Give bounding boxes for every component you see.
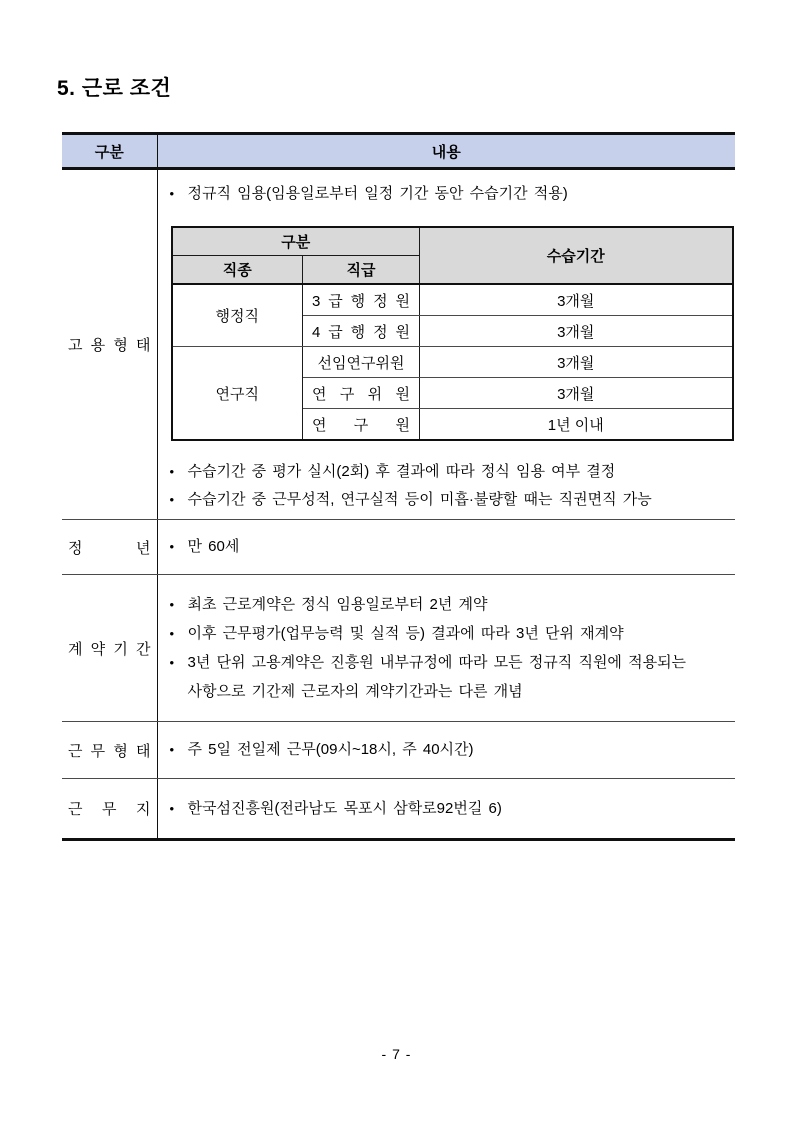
work-conditions-table (62, 132, 735, 841)
bullet-text: 정규직 임용(임용일로부터 일정 기간 동안 수습기간 적용) (187, 185, 568, 202)
cell-employment-content (157, 169, 735, 520)
grade-cell: 선임연구위원 (303, 347, 420, 378)
header-cell-category: 구분 (62, 134, 157, 169)
bullet-icon: • (169, 742, 175, 757)
row-label-retirement-age: 정 년 (62, 520, 157, 575)
grade-cell: 연 구 원 (303, 409, 420, 441)
row-label-work-place: 근 무 지 (62, 779, 157, 840)
grade-cell: 4 급 행 정 원 (303, 316, 420, 347)
row-label-contract-period: 계 약 기 간 (62, 575, 157, 722)
row-retirement-age (62, 520, 735, 575)
period-cell: 3개월 (420, 347, 733, 378)
row-label-work-type: 근 무 형 태 (62, 722, 157, 779)
row-contract-period (62, 575, 735, 722)
bullet-item (170, 648, 728, 706)
grade-cell: 연 구 위 원 (303, 378, 420, 409)
probation-header-row-1 (172, 227, 733, 256)
bullet-icon: • (169, 492, 175, 507)
bullet-item (170, 795, 728, 823)
bullet-text: 이후 근무평가(업무능력 및 실적 등) 결과에 따라 3년 단위 재계약 (187, 625, 624, 642)
row-label-employment-type: 고 용 형 태 (62, 169, 157, 520)
bullet-item (170, 619, 728, 648)
section-title: 5. 근로 조건 (57, 77, 172, 100)
table-header-row (62, 134, 735, 169)
bullet-item (170, 736, 728, 764)
bullet-icon: • (169, 626, 175, 641)
probation-header-period: 수습기간 (420, 227, 733, 284)
cell-contract-content (157, 575, 735, 722)
probation-period-table (171, 226, 734, 441)
bullet-icon: • (169, 597, 175, 612)
period-cell: 3개월 (420, 316, 733, 347)
probation-header-group: 구분 (172, 227, 420, 256)
header-cell-content: 내용 (157, 134, 735, 169)
probation-header-jobtype: 직종 (172, 256, 303, 285)
row-work-place (62, 779, 735, 840)
bullet-icon: • (169, 464, 175, 479)
cell-work-place-content (157, 779, 735, 840)
period-cell: 3개월 (420, 378, 733, 409)
jobtype-admin: 행정직 (172, 284, 303, 347)
period-cell: 3개월 (420, 284, 733, 316)
period-cell: 1년 이내 (420, 409, 733, 441)
page-number: - 7 - (381, 1046, 412, 1062)
grade-cell: 3 급 행 정 원 (303, 284, 420, 316)
jobtype-research: 연구직 (172, 347, 303, 441)
row-employment-type (62, 169, 735, 520)
bullet-icon: • (169, 186, 175, 201)
bullet-text: 수습기간 중 평가 실시(2회) 후 결과에 따라 정식 임용 여부 결정 (187, 463, 616, 480)
cell-work-type-content (157, 722, 735, 779)
employment-notes (170, 458, 728, 514)
table-row (172, 284, 733, 316)
bullet-text: 한국섬진흥원(전라남도 목포시 삼학로92번길 6) (187, 799, 502, 817)
bullet-text: 수습기간 중 근무성적, 연구실적 등이 미흡·불량할 때는 직권면직 가능 (187, 491, 652, 508)
probation-header-grade: 직급 (303, 256, 420, 285)
bullet-item (170, 180, 728, 208)
bullet-text: 최초 근로계약은 정식 임용일로부터 2년 계약 (187, 596, 488, 613)
bullet-text: 주 5일 전일제 근무(09시~18시, 주 40시간) (187, 741, 474, 758)
bullet-item (170, 458, 728, 486)
table-row (172, 347, 733, 378)
bullet-text: 만 60세 (187, 538, 240, 555)
bullet-icon: • (169, 539, 175, 554)
row-work-type (62, 722, 735, 779)
bullet-item (170, 486, 728, 514)
bullet-item (170, 533, 728, 561)
bullet-text: 3년 단위 고용계약은 진흥원 내부규정에 따라 모든 정규직 직원에 적용되는 사항으로 기간제 근로자의 계약기간과는 다른 개념 (187, 654, 687, 700)
bullet-icon: • (169, 655, 175, 670)
bullet-icon: • (169, 800, 175, 816)
bullet-item (170, 590, 728, 619)
cell-retirement-content (157, 520, 735, 575)
